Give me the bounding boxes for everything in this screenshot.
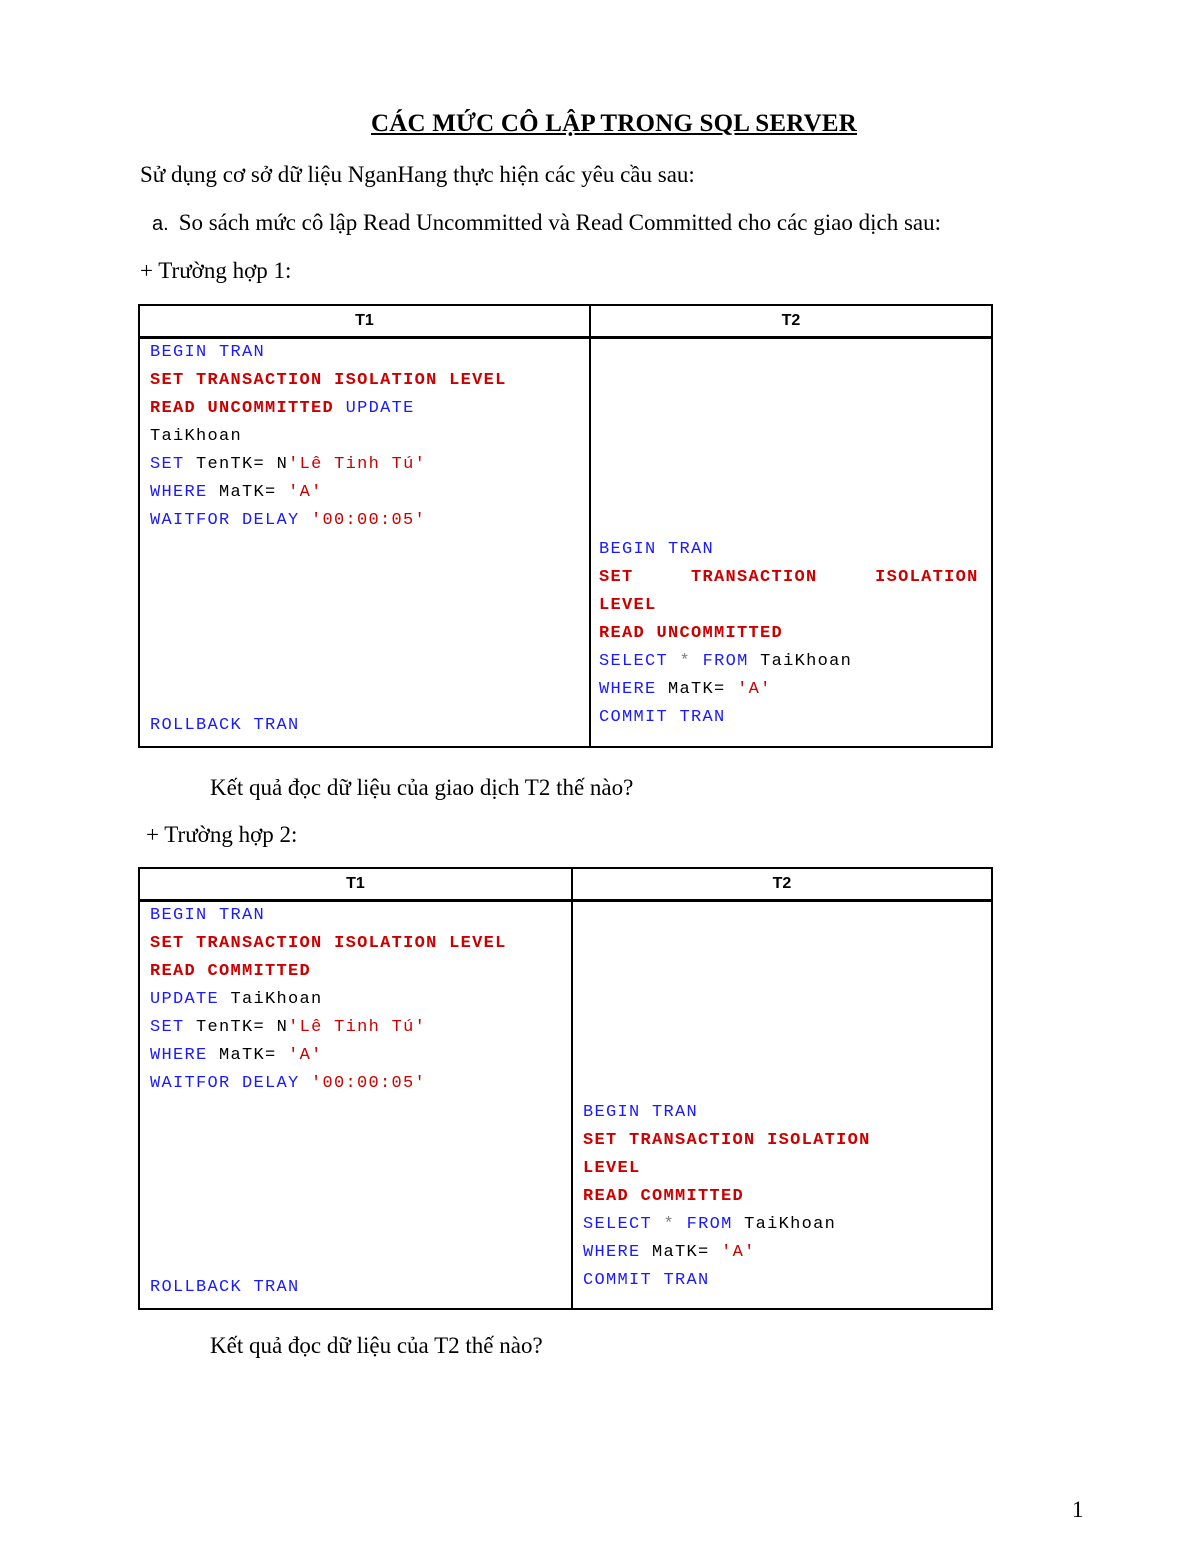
case1-question: Kết quả đọc dữ liệu của giao dịch T2 thế nào? bbox=[210, 775, 634, 800]
case2-t2-cell bbox=[572, 901, 992, 1310]
case1-t2-code: BEGIN TRAN SET TRANSACTION ISOLATION LEVEL READ UNCOMMITTED SELECT * FROM TaiKhoan WHERE MaTK= 'A' COMMIT TRAN bbox=[599, 540, 979, 727]
item-a-marker: a. bbox=[152, 213, 169, 235]
case2-t1-code: BEGIN TRAN SET TRANSACTION ISOLATION LEVEL READ COMMITTED UPDATE TaiKhoan SET TenTK= N'Lê Tinh Tú' WHERE MaTK= 'A' WAITFOR DELAY '00:00:05' bbox=[150, 906, 507, 1093]
case2-col-t2: T2 bbox=[572, 868, 992, 901]
item-a bbox=[152, 210, 941, 236]
item-a-text: So sách mức cô lập Read Uncommitted và Read Committed cho các giao dịch sau: bbox=[178, 210, 942, 235]
page-number: 1 bbox=[1072, 1497, 1084, 1522]
case1-col-t1: T1 bbox=[139, 305, 590, 338]
case1-t2-cell bbox=[590, 338, 992, 748]
case2-heading: + Trường hợp 2: bbox=[146, 822, 298, 847]
case2-question: Kết quả đọc dữ liệu của T2 thế nào? bbox=[210, 1333, 543, 1358]
case1-col-t2: T2 bbox=[590, 305, 992, 338]
case1-t1-rollback: ROLLBACK TRAN bbox=[150, 716, 300, 735]
case2-t2-code: BEGIN TRAN SET TRANSACTION ISOLATION LEVEL READ COMMITTED SELECT * FROM TaiKhoan WHERE MaTK= 'A' COMMIT TRAN bbox=[583, 1103, 871, 1290]
case2-col-t1: T1 bbox=[139, 868, 572, 901]
case1-heading: + Trường hợp 1: bbox=[140, 258, 292, 283]
case1-table bbox=[138, 304, 993, 748]
case1-t1-code: BEGIN TRAN SET TRANSACTION ISOLATION LEVEL READ UNCOMMITTED UPDATE TaiKhoan SET TenTK= N'Lê Tinh Tú' WHERE MaTK= 'A' WAITFOR DELAY '00:00:05' bbox=[150, 343, 507, 530]
case2-table bbox=[138, 867, 993, 1310]
intro-text: Sử dụng cơ sở dữ liệu NganHang thực hiện các yêu cầu sau: bbox=[140, 162, 695, 187]
case2-t1-cell bbox=[139, 901, 572, 1310]
case2-t1-rollback: ROLLBACK TRAN bbox=[150, 1278, 300, 1297]
page-title: CÁC MỨC CÔ LẬP TRONG SQL SERVER bbox=[371, 110, 857, 137]
case1-t1-cell bbox=[139, 338, 590, 748]
